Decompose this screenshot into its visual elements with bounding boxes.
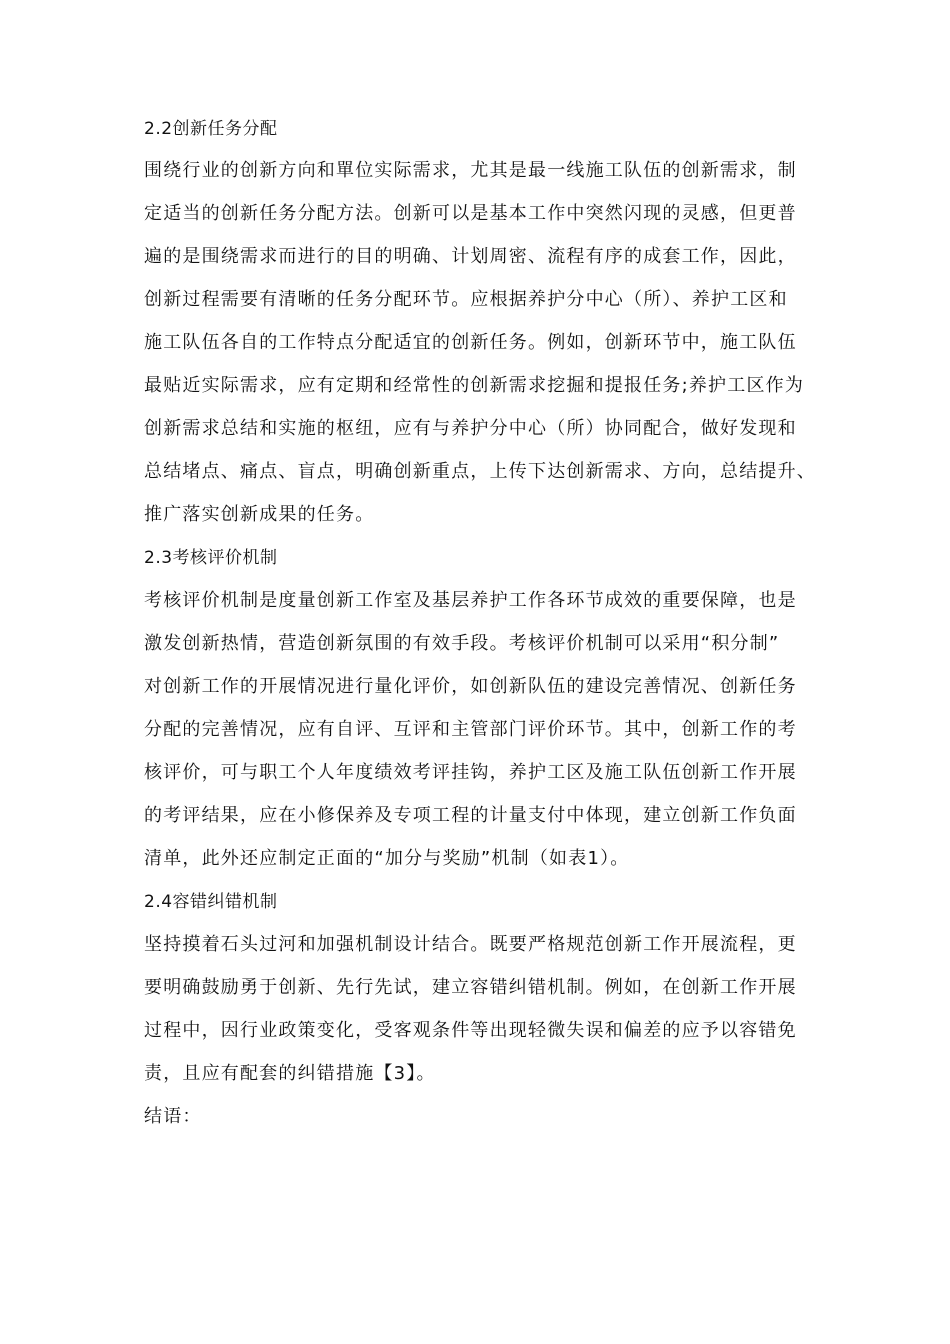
closing-label: 结语： (144, 1106, 202, 1127)
section-heading-2-3: 2.3考核评价机制 (144, 548, 278, 568)
paragraph-line: 创新过程需要有清晰的任务分配环节。应根据养护分中心（所）、养护工区和 (144, 289, 788, 310)
section-heading-2-2: 2.2创新任务分配 (144, 119, 278, 139)
paragraph-line: 遍的是围绕需求而进行的目的明确、计划周密、流程有序的成套工作，因此， (144, 246, 797, 267)
paragraph-line: 责，且应有配套的纠错措施【3】。 (144, 1063, 436, 1084)
paragraph-line: 分配的完善情况，应有自评、互评和主管部门评价环节。其中，创新工作的考 (144, 719, 797, 740)
paragraph-line: 要明确鼓励勇于创新、先行先试，建立容错纠错机制。例如，在创新工作开展 (144, 977, 797, 998)
paragraph-line: 的考评结果，应在小修保养及专项工程的计量支付中体现，建立创新工作负面 (144, 805, 797, 826)
paragraph-line: 清单，此外还应制定正面的“加分与奖励”机制（如表1）。 (144, 848, 630, 869)
paragraph-line: 对创新工作的开展情况进行量化评价，如创新队伍的建设完善情况、创新任务 (144, 676, 797, 697)
section-heading-2-4: 2.4容错纠错机制 (144, 892, 278, 912)
paragraph-line: 总结堵点、痛点、盲点，明确创新重点，上传下达创新需求、方向，总结提升、 (144, 461, 816, 482)
paragraph-line: 创新需求总结和实施的枢纽，应有与养护分中心（所）协同配合，做好发现和 (144, 418, 797, 439)
paragraph-line: 核评价，可与职工个人年度绩效考评挂钩，养护工区及施工队伍创新工作开展 (144, 762, 797, 783)
paragraph-line: 推广落实创新成果的任务。 (144, 504, 375, 525)
paragraph-line: 过程中，因行业政策变化，受客观条件等出现轻微失误和偏差的应予以容错免 (144, 1020, 797, 1041)
paragraph-line: 施工队伍各自的工作特点分配适宜的创新任务。例如，创新环节中，施工队伍 (144, 332, 797, 353)
paragraph-line: 定适当的创新任务分配方法。创新可以是基本工作中突然闪现的灵感，但更普 (144, 203, 797, 224)
paragraph-line: 围绕行业的创新方向和單位实际需求，尤其是最一线施工队伍的创新需求，制 (144, 160, 797, 181)
paragraph-line: 最贴近实际需求，应有定期和经常性的创新需求挖掘和提报任务;养护工区作为 (144, 375, 805, 396)
paragraph-line: 坚持摸着石头过河和加强机制设计结合。既要严格规范创新工作开展流程，更 (144, 934, 797, 955)
paragraph-line: 考核评价机制是度量创新工作室及基层养护工作各环节成效的重要保障，也是 (144, 590, 797, 611)
paragraph-line: 激发创新热情，营造创新氛围的有效手段。考核评价机制可以采用“积分制” (144, 633, 780, 654)
